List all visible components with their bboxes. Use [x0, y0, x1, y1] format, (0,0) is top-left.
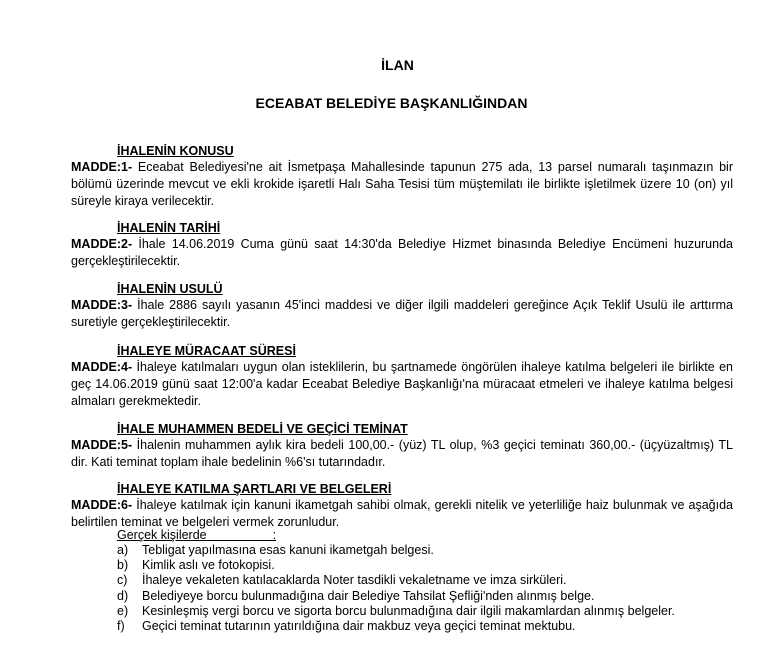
madde-text: İhale 14.06.2019 Cuma günü saat 14:30'da Belediye Hizmet binasında Belediye Encümeni huzurunda gerçekleştirilecektir. [71, 237, 733, 269]
section-muhammen-bedel [71, 422, 733, 471]
list-item [117, 543, 675, 558]
list-item [117, 619, 675, 634]
section-body [71, 359, 733, 411]
list-item-text: Geçici teminat tutarının yatırıldığına dair makbuz veya geçici teminat mektubu. [142, 618, 576, 633]
madde-label: MADDE:1- [71, 160, 133, 174]
madde-label: MADDE:4- [71, 360, 133, 374]
list-item-text: Kesinleşmiş vergi borcu ve sigorta borcu bulunmadığına dair ilgili makamlardan alınmış belgeler. [142, 603, 675, 618]
madde-label: MADDE:3- [71, 298, 133, 312]
section-heading: İHALENİN USULÜ [117, 282, 223, 296]
section-body [71, 437, 733, 471]
madde-label: MADDE:6- [71, 498, 133, 512]
list-item-letter: c) [117, 573, 128, 588]
list-item [117, 589, 675, 604]
section-body [71, 236, 733, 270]
list-item-text: Belediyeye borcu bulunmadığına dair Belediye Tahsilat Şefliği'nden alınmış belge. [142, 588, 595, 603]
section-muracaat-suresi [71, 344, 733, 411]
madde-text: İhaleye katılmak için kanuni ikametgah sahibi olmak, gerekli nitelik ve yeterliliğe haiz bulunmak ve aşağıda belirtilen teminat ve belgeleri vermek zorunludur. [71, 498, 733, 530]
list-item-text: Kimlik aslı ve fotokopisi. [142, 558, 275, 573]
section-katilma-sartlari [71, 482, 733, 531]
madde-text: İhaleye katılmaları uygun olan isteklilerin, bu şartnamede öngörülen ihaleye katılma belgeleri ile birlikte en geç 14.06.2019 günü saat 12:00'a kadar Eceabat Belediye Başkanlığı'na müracaat etmeleri ve ihaleye katılma belgesi almaları gerekmektedir. [71, 360, 733, 409]
requirements-title: Gerçek kişilerde : [117, 528, 277, 542]
section-body [71, 159, 733, 211]
list-item-letter: f) [117, 618, 125, 633]
section-ihale-tarihi [71, 221, 733, 270]
section-heading: İHALE MUHAMMEN BEDELİ VE GEÇİCİ TEMİNAT [117, 422, 408, 436]
list-item-letter: d) [117, 588, 129, 603]
section-heading: İHALENİN KONUSU [117, 144, 234, 158]
requirements-list [117, 543, 675, 634]
document-subtitle: ECEABAT BELEDİYE BAŞKANLIĞINDAN [255, 95, 528, 111]
list-item-text: İhaleye vekaleten katılacaklarda Noter tasdikli vekaletname ve imza sirküleri. [142, 573, 567, 588]
list-item [117, 604, 675, 619]
section-body [71, 497, 733, 531]
section-heading: İHALEYE MÜRACAAT SÜRESİ [117, 344, 296, 358]
section-body [71, 297, 733, 331]
section-heading: İHALENİN TARİHİ [117, 221, 221, 235]
madde-label: MADDE:2- [71, 237, 133, 251]
section-ihale-usulu [71, 282, 733, 331]
madde-text: İhale 2886 sayılı yasanın 45'inci maddesi ve diğer ilgili maddeleri gereğince Açık Teklif Usulü ile arttırma suretiyle gerçekleştirilecektir. [71, 298, 733, 330]
madde-label: MADDE:5- [71, 438, 133, 452]
madde-text: İhalenin muhammen aylık kira bedeli 100,00.- (yüz) TL olup, %3 geçici teminatı 360,00.- (üçyüzaltmış) TL dir. Kati teminat toplam ihale bedelinin %6'sı tutarındadır. [71, 438, 733, 470]
list-item [117, 573, 675, 588]
list-item [117, 558, 675, 573]
section-ihale-konusu [71, 144, 733, 211]
document-title: İLAN [381, 57, 414, 73]
list-item-text: Tebligat yapılmasına esas kanuni ikametgah belgesi. [142, 543, 434, 557]
list-item-letter: a) [117, 543, 129, 557]
list-item-letter: e) [117, 603, 129, 618]
madde-text: Eceabat Belediyesi'ne ait İsmetpaşa Mahallesinde tapunun 275 ada, 13 parsel numaralı taşınmazın bir bölümü üzerinde mevcut ve ekli krokide işaretli Halı Saha Tesisi tüm müştemilatı ile birlikte işletilmek üzere 10 (on) yıl süreyle kiraya verilecektir. [71, 160, 733, 209]
section-heading: İHALEYE KATILMA ŞARTLARI VE BELGELERİ [117, 482, 392, 496]
list-item-letter: b) [117, 558, 129, 573]
